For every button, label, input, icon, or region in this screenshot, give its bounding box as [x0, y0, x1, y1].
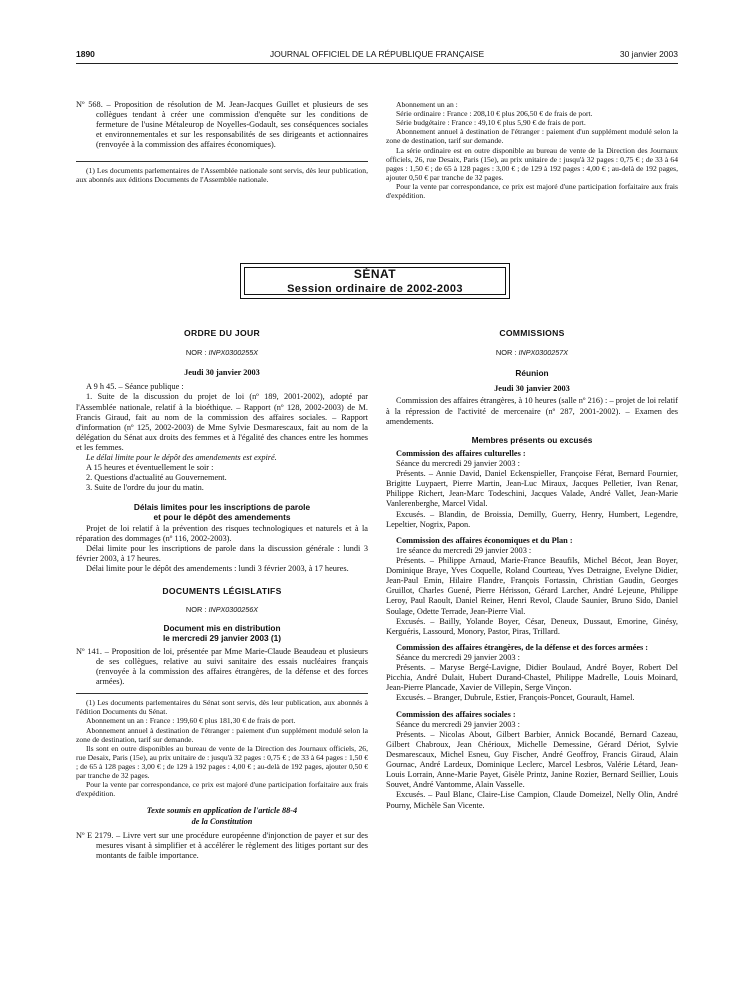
- documents-legislatifs-title: DOCUMENTS LÉGISLATIFS: [162, 586, 282, 597]
- top-left-block: [76, 100, 368, 184]
- delais-title-2: et pour le dépôt des amendements: [153, 511, 291, 522]
- serie-budgetaire: Série budgétaire : France : 49,10 € plus 5,90 € de frais de port.: [396, 118, 586, 128]
- issue-date: 30 janvier 2003: [619, 49, 678, 59]
- nor-commissions: NOR : INPX0300257X: [495, 348, 569, 358]
- docs-fn-1: (1) Les documents parlementaires du Sénat sont servis, dès leur publication, aux abonnés à l'édition Documents du Sénat.: [76, 698, 368, 717]
- soc-seance: Séance du mercredi 29 janvier 2003 :: [396, 719, 520, 729]
- entry-141: Nº 141. – Proposition de loi, présentée par Mme Marie-Claude Beaudeau et plusieurs de ses collègues, relative au suivi sanitaire des essais nucléaires français (renvoyée à la commission des affaires étrangères, de la défense et des forces armées).: [76, 646, 368, 687]
- left-column: [76, 328, 368, 861]
- page-header: [76, 49, 678, 63]
- senat-session: Session ordinaire de 2002-2003: [287, 282, 463, 295]
- cult-excuses: Excusés. – Blandin, de Broissia, Demilly, Guerry, Henry, Humbert, Legendre, Lepeltier, Nogrix, Papon.: [386, 509, 678, 529]
- reunion-title: Réunion: [515, 368, 549, 379]
- footnote-an: (1) Les documents parlementaires de l'Assemblée nationale sont servis, dès leur publication, aux abonnés aux éditions Documents de l'Assemblée nationale.: [76, 165, 368, 184]
- docs-fn-4: Ils sont en outre disponibles au bureau de vente de la Direction des Journaux officiels, 26, rue Desaix, Paris (15e), au prix unitaire de : jusqu'à 32 pages : 0,75 € ; de 33 à 64 pages : 1,50 € ; de 65 à 128 pages : 3,00 € ; de 129 à 192 pages : 4,00 € ; au-delà de 192 pages, ajouter 0,50 € par tranche de 32 pages.: [76, 743, 368, 781]
- ordre-item-2: 2. Questions d'actualité au Gouvernement.: [86, 473, 227, 483]
- eco-presents: Présents. – Philippe Arnaud, Marie-France Beaufils, Michel Bécot, Jean Boyer, Dominique Braye, Yves Coquelle, Roland Courteau, Yves Detraigne, Evelyne Didier, Jean-Paul Emin, Hilaire Flandre, François Fortassin, Christian Gaudin, Georges Gruillot, Charles Guené, Pierre Hérisson, Gérard Larcher, André Lejeune, Philippe Leroy, Paul Raoult, Daniel Reiner, Henri Revol, Claude Saunier, Bruno Sido, Daniel Soulage, Odette Terrade, Jean-Pierre Vial.: [386, 556, 678, 616]
- journal-title: JOURNAL OFFICIEL DE LA RÉPUBLIQUE FRANÇAISE: [269, 49, 485, 59]
- ordre-delai: Le délai limite pour le dépôt des amendements est expiré.: [86, 453, 277, 463]
- eco-excuses: Excusés. – Bailly, Yolande Boyer, César, Deneux, Dussaut, Emorine, Ginésy, Kerguéris, Lassourd, Monory, Pastor, Piras, Trillard.: [386, 616, 678, 636]
- cult-seance: Séance du mercredi 29 janvier 2003 :: [396, 459, 520, 469]
- reunion-etrangeres: Commission des affaires étrangères, à 10 heures (salle nº 216) : – projet de loi relatif à la répression de l'activité de mercenaire (nº 287, 2001-2002). – Examen des amendements.: [386, 396, 678, 426]
- senat-banner: [240, 263, 510, 299]
- eco-title: Commission des affaires économiques et du Plan :: [396, 535, 573, 545]
- abonnement-etranger: Abonnement annuel à destination de l'étranger : paiement d'un supplément modulé selon la zone de destination, tarif sur demande.: [386, 127, 678, 146]
- def-title: Commission des affaires étrangères, de la défense et des forces armées :: [396, 642, 649, 652]
- nor-docs: NOR : INPX0300256X: [185, 604, 259, 614]
- docs-subtitle-1: Document mis en distribution: [163, 622, 281, 633]
- delais-amendements: Délai limite pour le dépôt des amendements : lundi 3 février 2003, à 17 heures.: [86, 564, 349, 574]
- vente-correspondance: Pour la vente par correspondance, ce prix est majoré d'une participation forfaitaire aux frais d'expédition.: [386, 181, 678, 201]
- right-column: [386, 328, 678, 811]
- def-excuses: Excusés. – Branger, Dubrule, Estier, François-Poncet, Gourault, Hamel.: [396, 693, 635, 703]
- eco-seance: 1re séance du mercredi 29 janvier 2003 :: [396, 545, 532, 555]
- vente-bureau: La série ordinaire est en outre disponible au bureau de vente de la Direction des Journaux officiels, 26, rue Desaix, Paris (15e), au prix unitaire de : jusqu'à 32 pages : 0,75 € ; de 33 à 64 pages : 1,50 € ; de 65 à 128 pages : 3,00 € ; de 129 à 192 pages : 4,00 € ; au-delà de 192 pages, ajouter 0,50 € par tranche de 32 pages.: [386, 145, 678, 182]
- cult-presents: Présents. – Annie David, Daniel Eckenspieller, Françoise Férat, Bernard Fournier, Brigitte Luypaert, Pierre Martin, Jean-Luc Miraux, Jacques Pelletier, Ivan Renar, Philippe Richert, Jean-Marc Todeschini, Jacques Valade, André Vallet, Jean-Marie Vanlerenberghe, Marcel Vidal.: [386, 469, 678, 509]
- ordre-seance: A 9 h 45. – Séance publique :: [86, 382, 184, 392]
- delais-projet: Projet de loi relatif à la prévention des risques technologiques et naturels et à la réparation des dommages (nº 116, 2002-2003).: [76, 523, 368, 543]
- cult-title: Commission des affaires culturelles :: [396, 448, 526, 458]
- ordre-item-3: 3. Suite de l'ordre du jour du matin.: [86, 483, 204, 493]
- soc-title: Commission des affaires sociales :: [396, 709, 516, 719]
- senat-title: SÉNAT: [353, 267, 397, 281]
- soc-excuses: Excusés. – Paul Blanc, Claire-Lise Campion, Claude Domeizel, Nelly Olin, André Pourny, Michèle San Vicente.: [386, 790, 678, 810]
- top-right-block: [386, 100, 678, 200]
- nor-ordre: NOR : INPX0300255X: [185, 348, 259, 358]
- docs-subtitle-2: le mercredi 29 janvier 2003 (1): [162, 632, 282, 643]
- ordre-du-jour-title: ORDRE DU JOUR: [184, 328, 260, 338]
- def-seance: Séance du mercredi 29 janvier 2003 :: [396, 653, 520, 662]
- entry-568: Nº 568. – Proposition de résolution de M. Jean-Jacques Guillet et plusieurs de ses collègues tendant à créer une commission d'enquête sur les conditions de fermeture de l'usine Métaleurop de Noyelles-Godault, ses conséquences sociales et environnementales et sur les responsabilités de ses dirigeants et actionnaires (renvoyée à la commission des affaires économiques).: [76, 100, 368, 150]
- serie-ordinaire: Série ordinaire : France : 208,10 € plus 206,50 € de frais de port.: [396, 109, 593, 119]
- delais-parole: Délai limite pour les inscriptions de parole dans la discussion générale : lundi 3 février 2003, à 17 heures.: [76, 544, 368, 564]
- membres-title: Membres présents ou excusés: [471, 434, 593, 445]
- header-rule: [76, 63, 678, 64]
- def-presents: Présents. – Maryse Bergé-Lavigne, Didier Boulaud, André Boyer, Robert Del Picchia, André Dulait, Hubert Durand-Chastel, Philippe Madrelle, Louis Moinard, Jean-Pierre Plancade, Xavier de Villepin, Serge Vinçon.: [386, 663, 678, 693]
- soc-presents: Présents. – Nicolas About, Gilbert Barbier, Annick Bocandé, Bernard Cazeau, Gilbert Chabroux, Jean Chérioux, Michelle Demessine, Gérard Dériot, Sylvie Desmarescaux, Michel Esneu, Guy Fischer, André Geoffroy, Francis Giraud, Alain Gournac, André Lardeux, Dominique Leclerc, Marcel Lesbros, Valérie Létard, Jean-Louis Lorrain, Anne-Marie Payet, Gisèle Printz, Janine Rozier, Bernard Seillier, Louis Souvet, André Vantomme, Alain Vasselle.: [386, 729, 678, 790]
- docs-fn-2: Abonnement un an : France : 199,60 € plus 181,30 € de frais de port.: [86, 716, 296, 726]
- entry-e2179: Nº E 2179. – Livre vert sur une procédure européenne d'injonction de payer et sur des mesures visant à simplifier et à accélérer le règlement des litiges portant sur des montants de faible importance.: [76, 830, 368, 860]
- commissions-title: COMMISSIONS: [499, 328, 565, 338]
- docs-fn-5: Pour la vente par correspondance, ce prix est majoré d'une participation forfaitaire aux frais d'expédition.: [76, 780, 368, 799]
- texte-title-1: Texte soumis en application de l'article 88-4: [146, 806, 298, 816]
- docs-fn-3: Abonnement annuel à destination de l'étranger : paiement d'un supplément modulé selon la zone de destination, tarif sur demande.: [76, 725, 368, 744]
- texte-title-2: de la Constitution: [191, 816, 253, 826]
- page-number: 1890: [76, 49, 95, 59]
- abonnement-label: Abonnement un an :: [396, 100, 458, 109]
- delais-title-1: Délais limites pour les inscriptions de parole: [133, 501, 311, 512]
- ordre-15h: A 15 heures et éventuellement le soir :: [86, 463, 214, 473]
- ordre-item-1: 1. Suite de la discussion du projet de loi (nº 189, 2001-2002), adopté par l'Assemblée nationale, relatif à la bioéthique. – Rapport (nº 128, 2002-2003) de M. Francis Giraud, fait au nom de la commission des affaires sociales. – Rapport d'information (nº 125, 2002-2003) de Mme Sylvie Desmarescaux, fait au nom de la délégation du Sénat aux droits des femmes et à l'égalité des chances entre les hommes et les femmes.: [76, 392, 368, 453]
- ordre-date: Jeudi 30 janvier 2003: [184, 368, 260, 378]
- reunion-date: Jeudi 30 janvier 2003: [494, 384, 570, 394]
